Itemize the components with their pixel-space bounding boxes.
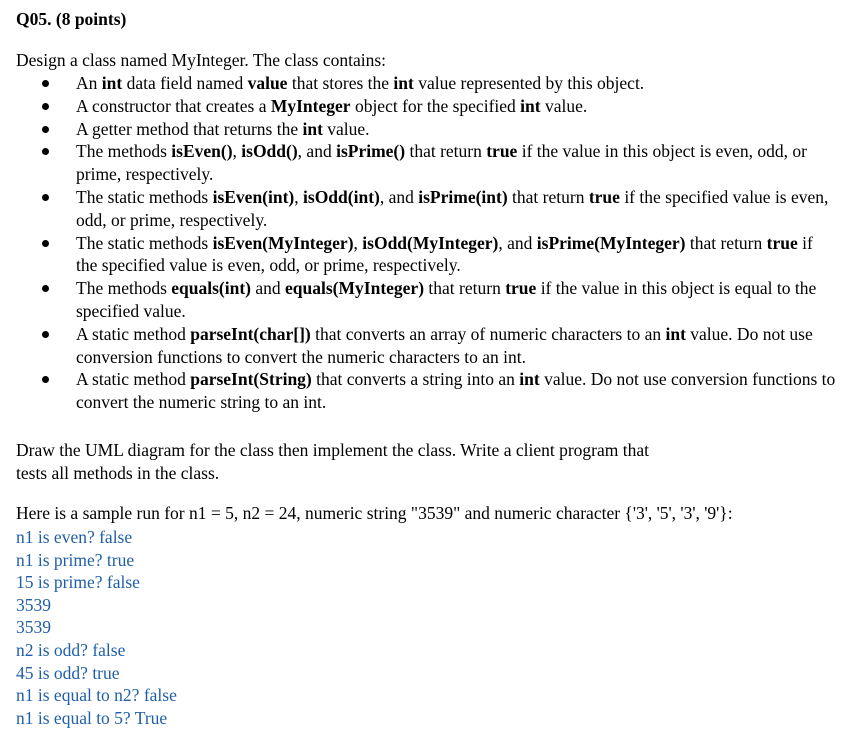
- question-page: [16, 8, 836, 729]
- code-term: value: [247, 73, 288, 93]
- code-term: isEven(): [171, 141, 233, 162]
- output-line: 45 is odd? true: [16, 662, 120, 683]
- requirement-item: [16, 186, 836, 232]
- requirement-text: value.: [540, 95, 588, 116]
- code-term: int: [101, 73, 123, 93]
- code-term: isOdd(int): [303, 186, 380, 207]
- requirement-item: [16, 118, 836, 141]
- code-term: true: [486, 141, 518, 162]
- requirement-text: , and: [297, 141, 337, 162]
- requirement-item: [16, 368, 836, 414]
- code-term: isEven(MyInteger): [212, 232, 354, 253]
- requirement-text: that stores the: [287, 73, 394, 93]
- code-term: isOdd(): [241, 141, 298, 162]
- code-term: int: [520, 95, 541, 116]
- requirement-text: value represented by this object.: [413, 73, 645, 93]
- requirement-text: object for the specified: [350, 95, 521, 116]
- requirement-text: The methods: [76, 278, 172, 299]
- requirement-text: , and: [498, 232, 537, 253]
- requirement-text: that converts a string into an: [311, 369, 520, 390]
- code-term: isEven(int): [212, 186, 295, 207]
- intro-text: Design a class named MyInteger. The class contains:: [16, 50, 386, 70]
- requirement-text: An: [76, 73, 102, 93]
- code-term: int: [302, 118, 323, 139]
- code-term: int: [519, 369, 540, 390]
- code-term: int: [393, 73, 414, 93]
- requirements-list: [16, 72, 836, 414]
- sample-run-intro: Here is a sample run for n1 = 5, n2 = 24, numeric string "3539" and numeric character {'3', '5', '3', '9'}:: [16, 502, 733, 523]
- requirement-text: if the value in this object is even, odd, or prime, respectively.: [76, 141, 807, 185]
- code-term: int: [665, 323, 686, 344]
- requirement-item: [16, 72, 836, 95]
- sample-output: [16, 526, 836, 729]
- code-term: true: [766, 232, 798, 253]
- output-line: n1 is equal to n2? false: [16, 685, 177, 706]
- requirement-text: A getter method that returns the: [76, 118, 303, 139]
- bullet-dot-icon: [42, 80, 49, 87]
- instructions-text: Draw the UML diagram for the class then implement the class. Write a client program that tests all methods in the class.: [16, 439, 649, 483]
- bullet-dot-icon: [42, 126, 49, 133]
- requirement-text: that converts an array of numeric characters to an: [310, 323, 666, 344]
- code-term: true: [588, 186, 620, 207]
- bullet-dot-icon: [42, 148, 49, 155]
- question-heading: Q05. (8 points): [16, 9, 127, 29]
- code-term: parseInt(char[]): [190, 323, 311, 344]
- requirement-text: ,: [353, 232, 363, 253]
- requirement-text: if the value in this object is equal to the specified value.: [76, 278, 817, 321]
- output-line: n1 is even? false: [16, 526, 133, 547]
- requirement-item: [16, 323, 836, 369]
- requirement-text: value. Do not use conversion functions to convert the numeric characters to an int.: [76, 323, 813, 367]
- requirement-text: ,: [294, 186, 304, 207]
- code-term: MyInteger: [270, 95, 351, 116]
- bullet-dot-icon: [42, 285, 49, 292]
- requirement-text: data field named: [122, 73, 248, 93]
- requirement-text: ,: [232, 141, 242, 162]
- requirement-text: that return: [685, 232, 767, 253]
- requirement-text: if the specified value is even, odd, or prime, respectively.: [76, 232, 813, 276]
- output-line: 15 is prime? false: [16, 572, 140, 593]
- requirement-item: [16, 95, 836, 118]
- requirement-text: if the specified value is even, odd, or prime, respectively.: [76, 186, 829, 230]
- requirement-text: and: [251, 278, 286, 299]
- requirement-text: A static method: [76, 369, 191, 390]
- requirement-text: The methods: [76, 141, 172, 162]
- requirement-text: The static methods: [76, 232, 213, 253]
- bullet-dot-icon: [42, 194, 49, 201]
- requirement-text: value. Do not use conversion functions to convert the numeric string to an int.: [76, 369, 836, 413]
- requirement-text: that return: [424, 278, 506, 299]
- requirement-text: that return: [405, 141, 487, 162]
- requirement-item: [16, 140, 836, 186]
- bullet-dot-icon: [42, 331, 49, 338]
- code-term: isPrime(MyInteger): [536, 232, 686, 253]
- bullet-dot-icon: [42, 240, 49, 247]
- requirement-text: value.: [322, 118, 370, 139]
- code-term: true: [505, 278, 537, 299]
- code-term: parseInt(String): [190, 369, 312, 390]
- output-line: n1 is prime? true: [16, 549, 135, 570]
- requirement-text: , and: [379, 186, 419, 207]
- code-term: equals(MyInteger): [285, 278, 425, 299]
- output-line: n1 is equal to 5? True: [16, 707, 168, 728]
- requirement-text: A constructor that creates a: [76, 95, 271, 116]
- code-term: isOdd(MyInteger): [362, 232, 499, 253]
- requirement-item: [16, 277, 836, 323]
- requirement-text: that return: [507, 186, 589, 207]
- code-term: isPrime(): [336, 141, 406, 162]
- code-term: equals(int): [171, 278, 251, 299]
- requirement-item: [16, 232, 836, 278]
- bullet-dot-icon: [42, 376, 49, 383]
- requirement-text: The static methods: [76, 186, 213, 207]
- output-line: 3539: [16, 594, 51, 615]
- output-line: n2 is odd? false: [16, 639, 126, 660]
- output-line: 3539: [16, 617, 51, 638]
- requirement-text: A static method: [76, 323, 191, 344]
- bullet-dot-icon: [42, 103, 49, 110]
- code-term: isPrime(int): [418, 186, 508, 207]
